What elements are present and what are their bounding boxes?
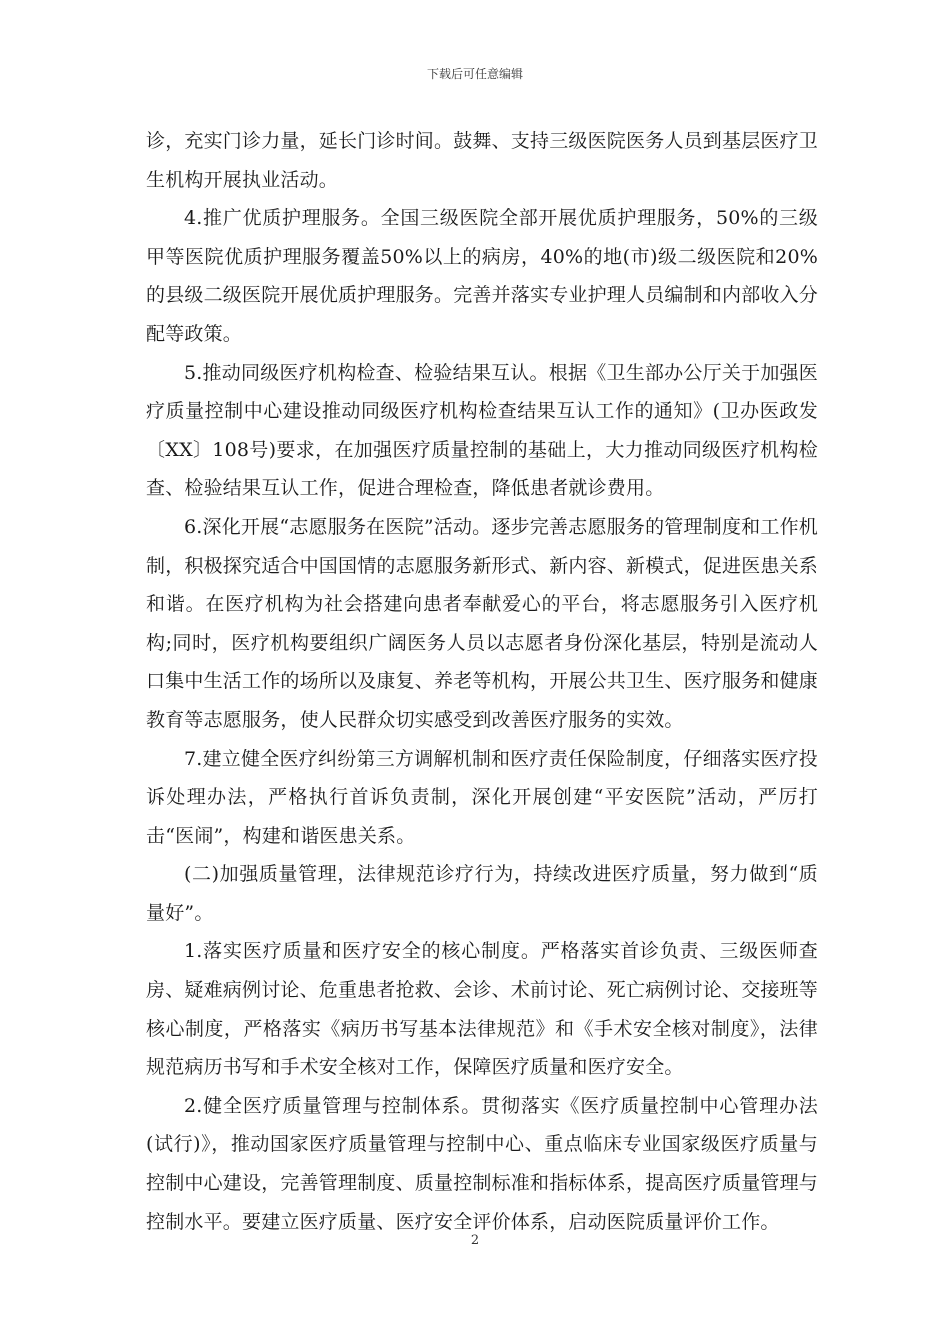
page-header: 下载后可任意编辑 [426,67,523,81]
paragraph-item-1: 1.落实医疗质量和医疗安全的核心制度。严格落实首诊负责、三级医师查房、疑难病例讨论、危重患者抢救、会诊、术前讨论、死亡病例讨论、交接班等核心制度，严格落实《病历书写基本法律规范》和《手术安全核对制度》，法律规范病历书写和手术安全核对工作，保障医疗质量和医疗安全。 [146,940,819,1079]
section-heading-2: (二)加强质量管理，法律规范诊疗行为，持续改进医疗质量，努力做到“质量好”。 [146,863,818,924]
paragraph-item-5: 5.推动同级医疗机构检查、检验结果互认。根据《卫生部办公厅关于加强医疗质量控制中心建设推动同级医疗机构检查结果互认工作的通知》(卫办医政发〔XX〕108号)要求，在加强医疗质量控制的基础上，大力推动同级医疗机构检查、检验结果互认工作，促进合理检查，降低患者就诊费用。 [146,361,818,500]
paragraph-item-2: 2.健全医疗质量管理与控制体系。贯彻落实《医疗质量控制中心管理办法(试行)》，推动国家医疗质量管理与控制中心、重点临床专业国家级医疗质量与控制中心建设，完善管理制度、质量控制标准和指标体系，提高医疗质量管理与控制水平。要建立医疗质量、医疗安全评价体系，启动医院质量评价工作。 [146,1094,819,1233]
document-body [146,122,818,1241]
paragraph-item-6: 6.深化开展“志愿服务在医院”活动。逐步完善志愿服务的管理制度和工作机制，积极探究适合中国国情的志愿服务新形式、新内容、新模式，促进医患关系和谐。在医疗机构为社会搭建向患者奉献爱心的平台，将志愿服务引入医疗机构;同时，医疗机构要组织广阔医务人员以志愿者身份深化基层，特别是流动人口集中生活工作的场所以及康复、养老等机构，开展公共卫生、医疗服务和健康教育等志愿服务，使人民群众切实感受到改善医疗服务的实效。 [146,515,819,731]
paragraph-item-7: 7.建立健全医疗纠纷第三方调解机制和医疗责任保险制度，仔细落实医疗投诉处理办法，严格执行首诉负责制，深化开展创建“平安医院”活动，严厉打击“医闹”，构建和谐医患关系。 [146,747,818,847]
paragraph-continuation: 诊，充实门诊力量，延长门诊时间。鼓舞、支持三级医院医务人员到基层医疗卫生机构开展执业活动。 [146,130,819,191]
paragraph-item-4: 4.推广优质护理服务。全国三级医院全部开展优质护理服务，50%的三级甲等医院优质护理服务覆盖50%以上的病房，40%的地(市)级二级医院和20%的县级二级医院开展优质护理服务。完善并落实专业护理人员编制和内部收入分配等政策。 [146,207,819,345]
page-number: 2 [470,1233,480,1248]
